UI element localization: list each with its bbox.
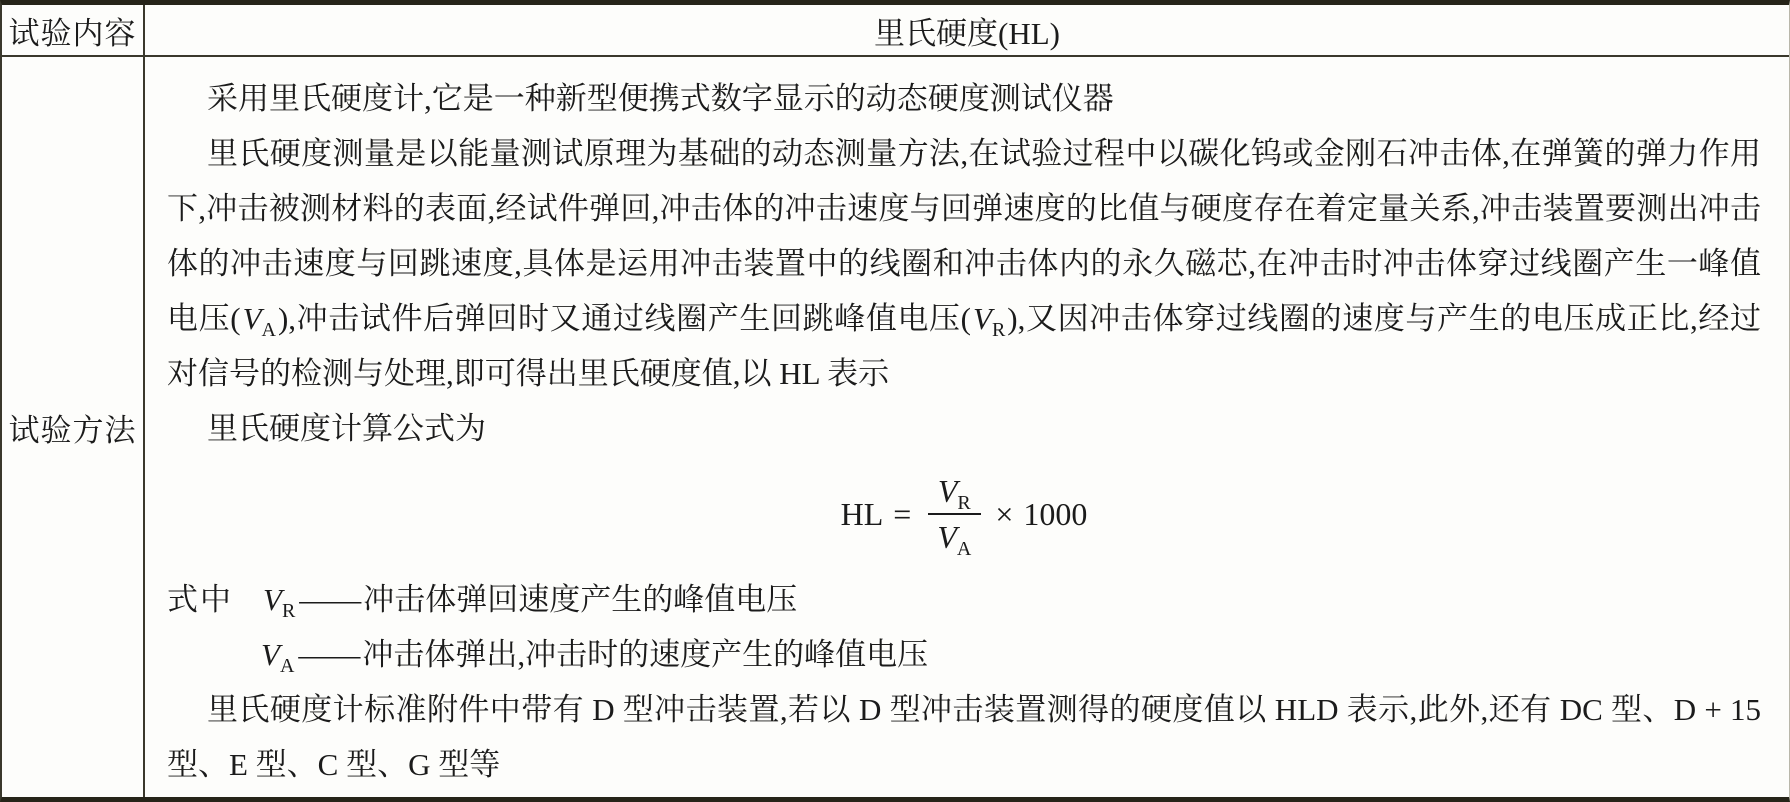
paragraph-2-text-2: ),冲击试件后弹回时又通过线圈产生回跳峰值电压(: [277, 301, 972, 336]
legend-dash: ——: [299, 582, 362, 617]
denominator-symbol-v: V: [937, 519, 957, 555]
method-paragraph-2: [167, 126, 1761, 401]
legend-subscript-r: R: [281, 600, 296, 622]
numerator-symbol-v: V: [937, 473, 958, 509]
symbol-va: V: [242, 301, 262, 336]
paragraph-2-text-3: ),又因冲击体穿过线圈的速度与产生的电压成正比,经过对信号的检测与处理,即可得出里氏硬度值,以 HL 表示: [167, 301, 1762, 391]
formula-legend-vr-line: [167, 572, 1761, 627]
row-label-test-content: 试验内容: [8, 15, 137, 51]
paragraph-2-text-1: 里氏硬度测量是以能量测试原理为基础的动态测量方法,在试验过程中以碳化钨或金刚石冲击体,在弹簧的弹力作用下,冲击被测材料的表面,经试件弹回,冲击体的冲击速度与回弹速度的比值与硬度存在着定量关系,冲击装置要测出冲击体的冲击速度与回跳速度,具体是运用冲击装置中的线圈和冲击体内的永久磁芯,在冲击时冲击体穿过线圈产生一峰值电压(: [167, 136, 1761, 336]
symbol-va-subscript: A: [261, 319, 276, 341]
denominator-subscript-a: A: [956, 538, 972, 560]
legend-va-description: 冲击体弹出,冲击时的速度产生的峰值电压: [362, 637, 929, 672]
leeb-hardness-formula: [167, 458, 1761, 570]
fraction-numerator: [928, 469, 981, 515]
formula-equals-sign: =: [893, 495, 912, 532]
table-title: 里氏硬度(HL): [874, 15, 1060, 51]
method-content-cell: [145, 57, 1789, 797]
symbol-vr-subscript: R: [991, 319, 1006, 341]
legend-label: 式中: [167, 582, 233, 617]
table-body-row: [2, 57, 1789, 797]
numerator-subscript-r: R: [957, 492, 971, 514]
formula-times-sign: ×: [995, 495, 1014, 532]
formula-fraction: [927, 469, 981, 559]
header-label-cell: [2, 5, 145, 55]
formula-legend-va-line: [167, 627, 1761, 682]
legend-symbol-vr: V: [263, 582, 282, 617]
formula-factor-1000: 1000: [1023, 495, 1088, 532]
table-header-row: [2, 5, 1789, 57]
fraction-denominator: [927, 515, 981, 559]
legend-subscript-a: A: [279, 655, 295, 677]
header-title-cell: [145, 5, 1789, 55]
method-paragraph-3: 里氏硬度计算公式为: [207, 411, 486, 446]
legend-dash: ——: [298, 637, 361, 672]
legend-symbol-va: V: [261, 637, 280, 672]
method-paragraph-4: 里氏硬度计标准附件中带有 D 型冲击装置,若以 D 型冲击装置测得的硬度值以 HLD 表示,此外,还有 DC 型、D + 15 型、E 型、C 型、G 型等: [167, 692, 1761, 782]
formula-lhs: HL: [840, 495, 884, 532]
legend-vr-description: 冲击体弹回速度产生的峰值电压: [363, 582, 798, 617]
row-label-test-method: 试验方法: [8, 412, 137, 448]
symbol-vr: V: [973, 301, 992, 336]
method-label-cell: [2, 57, 145, 797]
method-paragraph-1: 采用里氏硬度计,它是一种新型便携式数字显示的动态硬度测试仪器: [207, 81, 1114, 116]
